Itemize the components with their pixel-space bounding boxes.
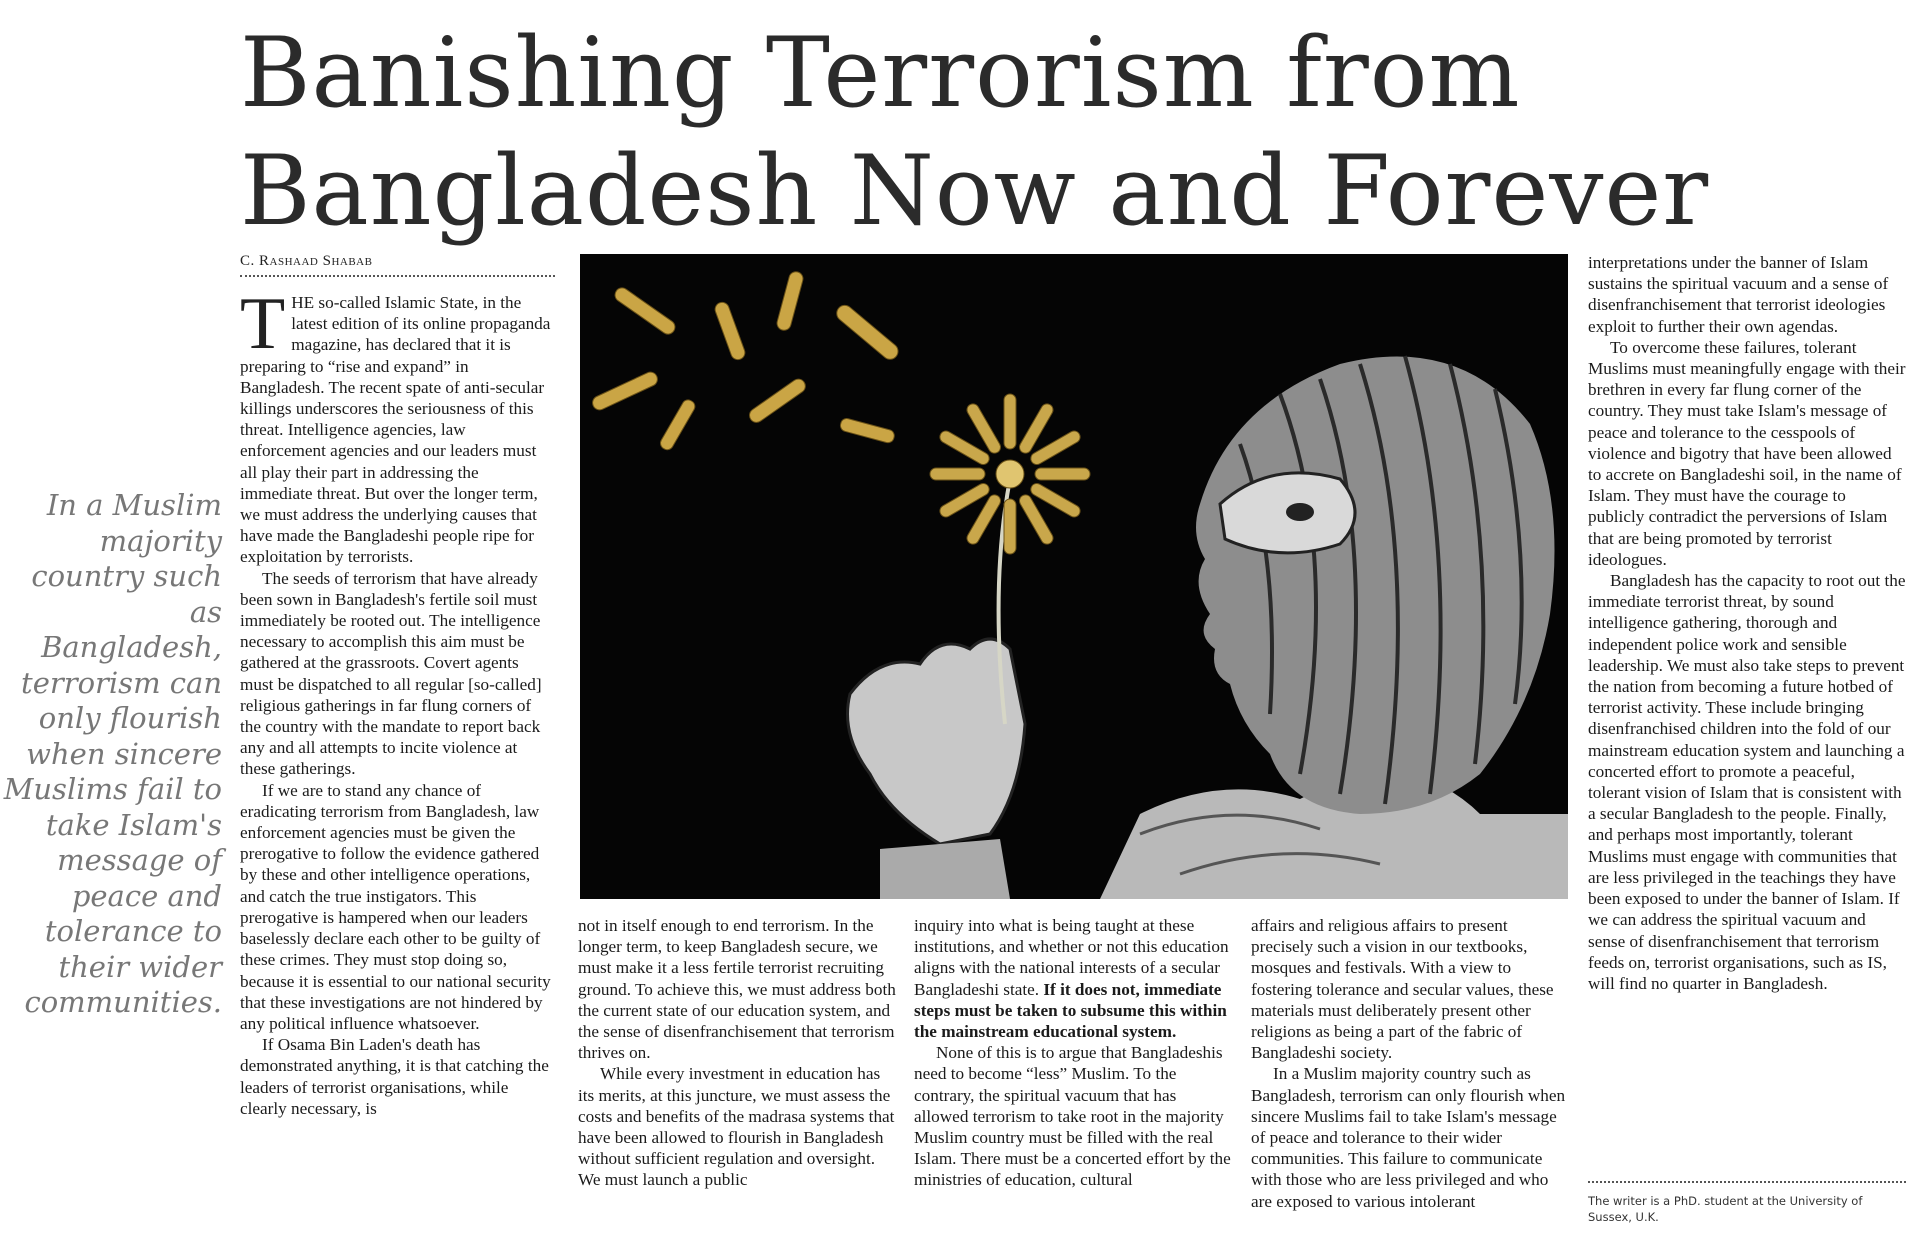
- article-illustration: [580, 254, 1568, 899]
- byline: C. Rashaad Shabab: [240, 253, 555, 277]
- author-footnote: The writer is a PhD. student at the University of Sussex, U.K.: [1588, 1181, 1906, 1225]
- paragraph: None of this is to argue that Bangladeshis need to become “less” Muslim. To the contrary, the spiritual vacuum that has allowed terrorism to take root in the majority Muslim country must be filled with the real Islam. There must be a concerted effort by the ministries of education, cultural: [914, 1043, 1231, 1190]
- article-column-3: [914, 915, 1232, 1235]
- paragraph: not in itself enough to end terrorism. In the longer term, to keep Bangladesh secure, we must make it a less fertile terrorist recruiting ground. To achieve this, we must address both the current state of our education system, and the sense of disenfranchisement that terrorism thrives on.: [578, 916, 896, 1063]
- article-column-1: [240, 292, 555, 1242]
- article-title: Banishing Terrorism from Bangladesh Now and Forever: [240, 17, 1710, 247]
- paragraph: affairs and religious affairs to present precisely such a vision in our textbooks, mosques and festivals. With a view to fostering tolerance and secular values, these materials must deliberately present other religions as being a part of the fabric of Bangladeshi society.: [1251, 916, 1554, 1063]
- drop-cap: T: [240, 292, 286, 365]
- paragraph: If Osama Bin Laden's death has demonstrated anything, it is that catching the leaders of terrorist organisations, while clearly necessary, is: [240, 1035, 549, 1118]
- paragraph: While every investment in education has its merits, at this juncture, we must assess the costs and benefits of the madrasa systems that have been allowed to flourish in Bangladesh without sufficient regulation and oversight. We must launch a public: [578, 1064, 895, 1190]
- paragraph: The seeds of terrorism that have already been sown in Bangladesh's fertile soil must immediately be rooted out. The intelligence necessary to accomplish this aim must be gathered at the grassroots. Covert agents must be dispatched to all regular [so-called] religious gatherings in far flung corners of the country with the mandate to report back any and all attempts to incite violence at these gatherings.: [240, 568, 542, 779]
- article-column-2: [578, 915, 896, 1235]
- masked-man-icon: [580, 254, 1568, 899]
- paragraph: If we are to stand any chance of eradicating terrorism from Bangladesh, law enforcement agencies must be given the prerogative to follow the evidence gathered by these and other intelligence operations, and catch the true instigators. This prerogative is hampered when our leaders baselessly declare each other to be guilty of these crimes. They must stop doing so, because it is essential to our national security that these investigations are not hindered by any political influence whatsoever.: [240, 780, 551, 1033]
- paragraph: In a Muslim majority country such as Bangladesh, terrorism can only flourish when sincere Muslims fail to take Islam's message of peace and tolerance to their wider communities. This failure to communicate with those who are less privileged and who are exposed to various intolerant: [1251, 1064, 1566, 1211]
- paragraph: To overcome these failures, tolerant Muslims must meaningfully engage with their brethren in every far flung corner of the country. They must take Islam's message of peace and tolerance to the cesspools of violence and bigotry that have been allowed to accrete on Bangladeshi soil, in the name of Islam. They must have the courage to publicly contradict the perversions of Islam that are being promoted by terrorist ideologues.: [1588, 337, 1906, 569]
- pull-quote: In a Muslim majority country such as Bangladesh, terrorism can only flourish when sincere Muslims fail to take Islam's message of peace and tolerance to their wider communities.: [3, 488, 222, 1019]
- bold-sentence: If it does not, immediate steps must be taken to subsume this within the mainstream educational system.: [914, 979, 1227, 1042]
- paragraph: inquiry into what is being taught at these institutions, and whether or not this education aligns with the national interests of a secular Bangladeshi state. If it does not, immediate steps must be taken to subsume this within the mainstream educational system.: [914, 916, 1229, 1042]
- paragraph: Bangladesh has the capacity to root out the immediate terrorist threat, by sound intelligence gathering, thorough and independent police work and sensible leadership. We must also take steps to prevent the nation from becoming a future hotbed of terrorist activity. These include bringing disenfranchised children into the fold of our mainstream education system and launching a concerted effort to promote a peaceful, tolerant vision of Islam that is consistent with a secular Bangladesh to the people. Finally, and perhaps most importantly, tolerant Muslims must engage with communities that are less privileged in the teachings they have been exposed to under the banner of Islam. If we can address the spiritual vacuum and sense of disenfranchisement that terrorism feeds on, terrorist organisations, such as IS, will find no quarter in Bangladesh.: [1588, 571, 1906, 993]
- paragraph: THE so-called Islamic State, in the latest edition of its online propaganda magazine, has declared that it is preparing to “rise and expand” in Bangladesh. The recent spate of anti-secular killings underscores the seriousness of this threat. Intelligence agencies, law enforcement agencies and our leaders must all play their part in addressing the immediate threat. But over the longer term, we must address the underlying causes that have made the Bangladeshi people ripe for exploitation by terrorists.: [240, 292, 551, 567]
- article-column-5: [1588, 252, 1906, 1167]
- article-column-4: [1251, 915, 1569, 1235]
- paragraph: interpretations under the banner of Islam sustains the spiritual vacuum and a sense of disenfranchisement that terrorist ideologies exploit to further their own agendas.: [1588, 253, 1889, 336]
